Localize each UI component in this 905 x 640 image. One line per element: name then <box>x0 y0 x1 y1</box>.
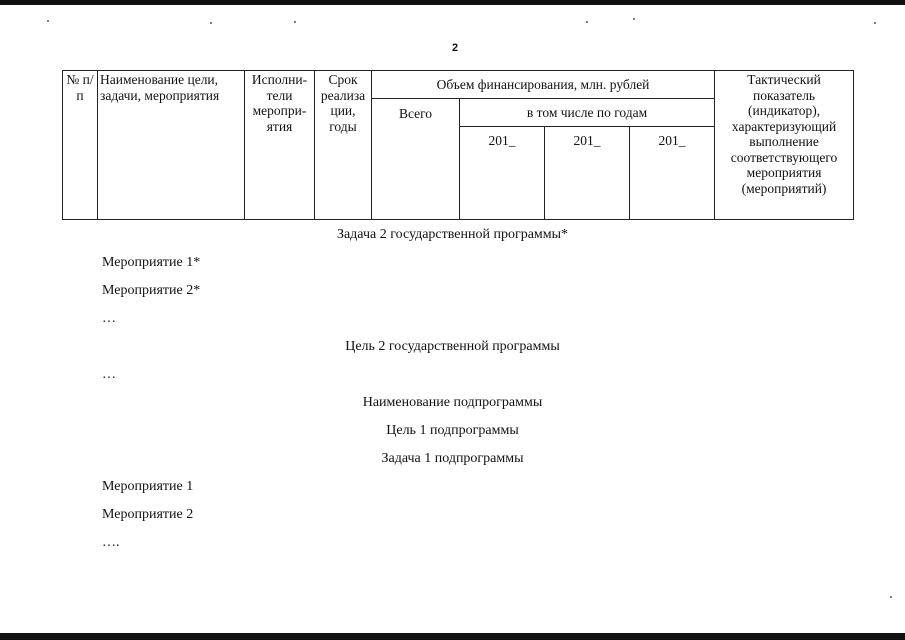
scan-speck <box>633 18 635 20</box>
subprogram-task: Задача 1 подпрограммы <box>381 451 524 466</box>
header-by-years: в том числе по годам <box>460 99 715 127</box>
header-year-3: 201_ <box>630 127 715 220</box>
header-total: Всего <box>372 99 460 220</box>
header-funding: Объем финансирования, млн. рублей <box>372 71 715 99</box>
scan-speck <box>586 21 588 23</box>
scan-speck <box>294 21 296 23</box>
header-term: Срок реализа ции, годы <box>315 71 372 220</box>
funding-table <box>62 70 854 220</box>
header-year-2: 201_ <box>545 127 630 220</box>
ellipsis-2: … <box>102 367 116 382</box>
subprogram-goal: Цель 1 подпрограммы <box>386 423 519 438</box>
header-name: Наименование цели, задачи, мероприятия <box>98 71 245 220</box>
scan-speck <box>47 20 49 22</box>
scan-top-border <box>0 0 905 5</box>
measure-2: Мероприятие 2* <box>102 283 201 298</box>
header-year-1: 201_ <box>460 127 545 220</box>
header-num: № п/п <box>63 71 98 220</box>
subprogram-name: Наименование подпрограммы <box>362 395 543 410</box>
page-number: 2 <box>451 42 459 54</box>
measure-1: Мероприятие 1* <box>102 255 201 270</box>
sub-measure-1: Мероприятие 1 <box>102 479 194 494</box>
ellipsis-1: … <box>102 311 116 326</box>
ellipsis-3: …. <box>102 535 120 550</box>
scan-bottom-border <box>0 633 905 640</box>
goal-2-heading: Цель 2 государственной программы <box>345 339 560 354</box>
sub-measure-2: Мероприятие 2 <box>102 507 194 522</box>
header-executors: Исполни-тели меропри-ятия <box>245 71 315 220</box>
scan-speck <box>890 596 892 598</box>
scan-speck <box>210 22 212 24</box>
task-2-heading: Задача 2 государственной программы* <box>336 227 569 242</box>
header-indicator: Тактический показатель (индикатор), характеризующий выполнение соответствующего мероприятия (мероприятий) <box>715 71 854 220</box>
scan-speck <box>874 22 876 24</box>
